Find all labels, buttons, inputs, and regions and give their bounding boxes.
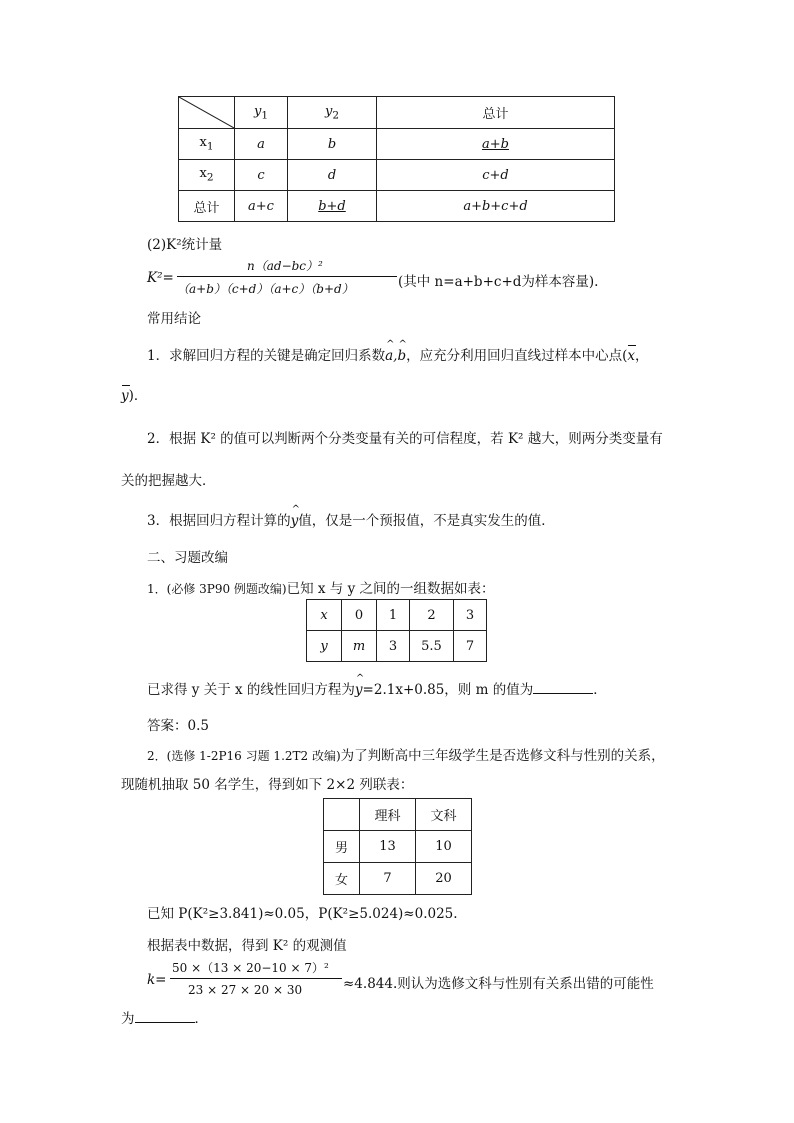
k-lhs: k=	[147, 972, 167, 988]
k-numerator: 50 ×（13 × 20−10 × 7）²	[172, 961, 329, 975]
table-cell: c	[235, 160, 288, 191]
problem-2-contingency-table	[323, 798, 472, 895]
table-cell: m	[342, 631, 377, 662]
conclusion-1-line2: y)．	[121, 388, 148, 404]
table-cell: d	[288, 160, 377, 191]
table-cell: 7	[360, 863, 416, 895]
problem-1-data-table	[306, 599, 487, 662]
table-cell: 20	[416, 863, 472, 895]
conclusion-1-text: 1．求解回归方程的关键是确定回归系数	[147, 348, 386, 364]
table-corner-cell	[179, 97, 235, 129]
problem-1-source: 1．(必修 3P90 例题改编)	[147, 582, 287, 596]
answer-blank[interactable]	[135, 1010, 195, 1023]
row-label: 女	[324, 863, 360, 895]
conclusion-1-text-2: ，应充分利用回归直线过样本中心点(	[406, 348, 628, 364]
header-cell: $y_2$	[288, 97, 377, 129]
problem-1-statement: 已求得 y 关于 x 的线性回归方程为^ y=2.1x+0.85，则 m 的值为 ．	[147, 678, 607, 698]
problem-2-source: 2．(选修 1-2P16 习题 1.2T2 改编)	[147, 749, 341, 763]
table-corner-cell	[324, 799, 360, 831]
table-cell: a+b+c+d	[377, 191, 615, 222]
k2-lhs: K²=	[147, 270, 174, 286]
table-cell: 0	[342, 600, 377, 631]
problem-2-according: 根据表中数据，得到 K² 的观测值	[147, 938, 347, 954]
header-cell: 总计	[377, 97, 615, 129]
conclusion-2-line1: 2．根据 K² 的值可以判断两个分类变量有关的可信程度，若 K² 越大，则两分类变量有	[147, 431, 663, 447]
problem-2-known: 已知 P(K²≥3.841)≈0.05，P(K²≥5.024)≈0.025.	[147, 906, 458, 922]
table-cell: a	[235, 129, 288, 160]
conclusion-3: 3．根据回归方程计算的^ y值，仅是一个预报值，不是真实发生的值．	[147, 509, 555, 529]
diagonal-line	[179, 97, 234, 128]
row-label: 总计	[179, 191, 235, 222]
row-label: $x_2$	[179, 160, 235, 191]
problem-2-line2: 现随机抽取 50 名学生，得到如下 2×2 列联表：	[121, 777, 414, 793]
conclusion-1-line1: 1．求解回归方程的关键是确定回归系数^ a,^ b，应充分利用回归直线过样本中心点(x，	[147, 344, 649, 364]
table-cell: b+d	[288, 191, 377, 222]
conclusions-heading: 常用结论	[147, 311, 201, 327]
conclusion-2-line2: 关的把握越大．	[121, 473, 216, 489]
table-cell: a+c	[235, 191, 288, 222]
k2-title: (2)K²统计量	[147, 237, 223, 253]
y-bar: y	[121, 388, 129, 404]
k-rest: ≈4.844.则认为选修文科与性别有关系出错的可能性	[343, 976, 654, 992]
x-bar: x	[627, 348, 636, 364]
problem-1-text: 已知 x 与 y 之间的一组数据如表：	[286, 581, 495, 597]
regression-coefficients: ^ a,^ b	[385, 348, 406, 364]
row-label: 男	[324, 831, 360, 863]
table-cell: 10	[416, 831, 472, 863]
section-2-heading: 二、习题改编	[147, 550, 228, 566]
problem-2-last-line: 为 ．	[121, 1011, 208, 1027]
problem-1-intro	[147, 577, 495, 597]
table-cell: 3	[454, 600, 487, 631]
table-cell: a+b	[377, 129, 615, 160]
row-label: $x_1$	[179, 129, 235, 160]
table-cell: 13	[360, 831, 416, 863]
k2-note: (其中 n=a+b+c+d为样本容量).	[398, 274, 599, 290]
header-cell: 理科	[360, 799, 416, 831]
table-cell: 3	[377, 631, 410, 662]
k2-numerator: n（ad−bc）²	[247, 259, 323, 273]
table-cell: y	[307, 631, 342, 662]
table-cell: x	[307, 600, 342, 631]
y-hat: ^ y	[355, 682, 363, 698]
k-fraction-bar	[170, 978, 342, 979]
header-cell: 文科	[416, 799, 472, 831]
table-cell: 7	[454, 631, 487, 662]
table-cell: 1	[377, 600, 410, 631]
contingency-table-general	[178, 96, 615, 222]
k2-denominator: （a+b）（c+d）（a+c）（b+d）	[177, 282, 354, 296]
problem-1-answer: 答案：0.5	[147, 718, 209, 734]
k-denominator: 23 × 27 × 20 × 30	[188, 983, 303, 997]
table-cell: 2	[410, 600, 454, 631]
problem-2-line1: 2．(选修 1-2P16 习题 1.2T2 改编)为了判断高中三年级学生是否选修文科与性别的关系，	[147, 748, 665, 764]
answer-blank[interactable]	[533, 681, 593, 694]
header-cell: $y_1$	[235, 97, 288, 129]
k2-fraction-bar	[177, 276, 397, 277]
table-cell: c+d	[377, 160, 615, 191]
table-cell: 5.5	[410, 631, 454, 662]
y-hat: ^ y	[291, 513, 299, 529]
table-cell: b	[288, 129, 377, 160]
